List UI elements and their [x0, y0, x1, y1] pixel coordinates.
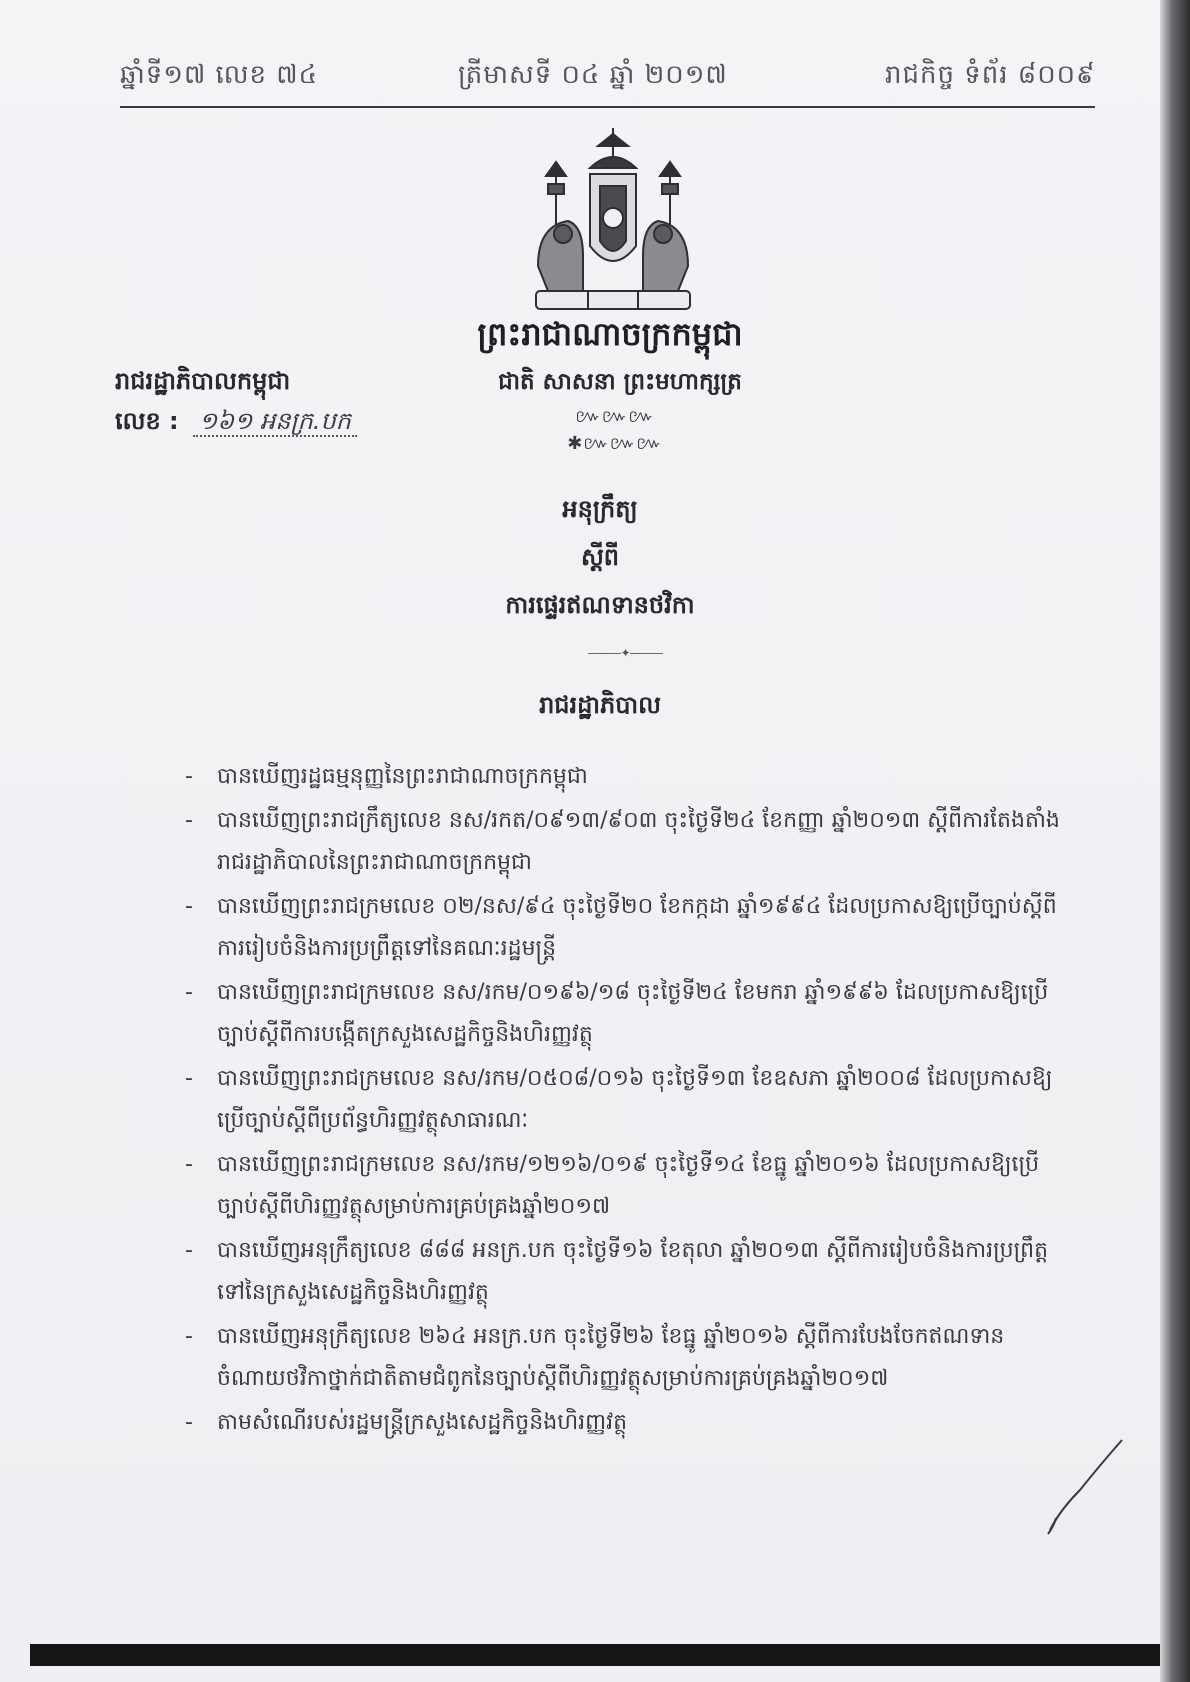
- clause-text: បានឃើញអនុក្រឹត្យលេខ ៨៨៨ អនក្រ.បក ចុះថ្ងៃទី១៦ ខែតុលា ឆ្នាំ២០១៣ ស្តីពីការរៀបចំនិងការប្រព្រឹត្តទៅនៃក្រសួងសេដ្ឋកិច្ចនិងហិរញ្ញវត្ថុ: [217, 1238, 1049, 1305]
- royal-coat-of-arms: [528, 126, 698, 316]
- clause-item: - តាមសំណើរបស់រដ្ឋមន្ត្រីក្រសួងសេដ្ឋកិច្ចនិងហិរញ្ញវត្ថុ: [185, 1410, 628, 1435]
- clause-item: - បានឃើញព្រះរាជក្រមលេខ ០២/នស/៩៤ ចុះថ្ងៃទី២០ ខែកក្កដា ឆ្នាំ១៩៩៤ ដែលប្រកាសឱ្យប្រើច្បាប់ស្តីពីការរៀបចំនិងការប្រព្រឹត្តទៅនៃគណៈរដ្ឋមន្ត្រី: [185, 894, 1057, 961]
- clause-text: បានឃើញព្រះរាជក្រមលេខ នស/រកម/០៥០៨/០១៦ ចុះថ្ងៃទី១៣ ខែឧសភា ឆ្នាំ២០០៨ ដែលប្រកាសឱ្យប្រើច្បាប់ស្តីពីប្រព័ន្ធហិរញ្ញវត្ថុសាធារណៈ: [217, 1066, 1053, 1133]
- clause-text: បានឃើញរដ្ឋធម្មនុញ្ញនៃព្រះរាជាណាចក្រកម្ពុជា: [217, 764, 588, 789]
- document-number: [115, 406, 357, 441]
- clause-text: តាមសំណើរបស់រដ្ឋមន្ត្រីក្រសួងសេដ្ឋកិច្ចនិងហិរញ្ញវត្ថុ: [217, 1410, 628, 1435]
- document-type: អនុក្រឹត្យ: [562, 495, 638, 523]
- document-number-label: លេខ :: [115, 407, 179, 435]
- clause-item: - បានឃើញរដ្ឋធម្មនុញ្ញនៃព្រះរាជាណាចក្រកម្ពុជា: [185, 764, 588, 789]
- scan-edge-shadow: [1160, 0, 1190, 1682]
- header-gazette-page: រាជកិច្ច ទំព័រ ៨០០៩: [885, 60, 1096, 90]
- document-about: ស្តីពី: [580, 543, 620, 571]
- clause-text: បានឃើញអនុក្រឹត្យលេខ ២៦៤ អនក្រ.បក ចុះថ្ងៃទី២៦ ខែធ្នូ ឆ្នាំ២០១៦ ស្តីពីការបែងចែកឥណទានចំណាយថវិកាថ្នាក់ជាតិតាមជំពូកនៃច្បាប់ស្តីពីហិរញ្ញវត្ថុសម្រាប់ការគ្រប់គ្រងឆ្នាំ២០១៧: [217, 1324, 1005, 1391]
- clause-text: បានឃើញព្រះរាជក្រឹត្យលេខ នស/រកត/០៩១៣/៩០៣ ចុះថ្ងៃទី២៤ ខែកញ្ញា ឆ្នាំ២០១៣ ស្តីពីការតែងតាំងរាជរដ្ឋាភិបាលនៃព្រះរាជាណាចក្រកម្ពុជា: [217, 808, 1060, 875]
- clause-text: បានឃើញព្រះរាជក្រមលេខ ០២/នស/៩៤ ចុះថ្ងៃទី២០ ខែកក្កដា ឆ្នាំ១៩៩៤ ដែលប្រកាសឱ្យប្រើច្បាប់ស្តីពីការរៀបចំនិងការប្រព្រឹត្តទៅនៃគណៈរដ្ឋមន្ត្រី: [217, 894, 1057, 961]
- header-year-issue: ឆ្នាំទី១៧ លេខ ៧៤: [120, 60, 319, 90]
- document-number-value: ១៦១ អនក្រ.បក: [193, 407, 357, 437]
- header-rule: [120, 106, 1095, 108]
- preamble-clauses: [185, 756, 1065, 1446]
- clause-item: - បានឃើញព្រះរាជក្រមលេខ នស/រកម/០៥០៨/០១៦ ចុះថ្ងៃទី១៣ ខែឧសភា ឆ្នាំ២០០៨ ដែលប្រកាសឱ្យប្រើច្បាប់ស្តីពីប្រព័ន្ធហិរញ្ញវត្ថុសាធារណៈ: [185, 1066, 1053, 1133]
- clause-item: - បានឃើញព្រះរាជក្រមលេខ នស/រកម/០១៩៦/១៨ ចុះថ្ងៃទី២៤ ខែមករា ឆ្នាំ១៩៩៦ ដែលប្រកាសឱ្យប្រើច្បាប់ស្តីពីការបង្កើតក្រសួងសេដ្ឋកិច្ចនិងហិរញ្ញវត្ថុ: [185, 980, 1049, 1047]
- clause-text: បានឃើញព្រះរាជក្រមលេខ នស/រកម/១២១៦/០១៩ ចុះថ្ងៃទី១៤ ខែធ្នូ ឆ្នាំ២០១៦ ដែលប្រកាសឱ្យប្រើច្បាប់ស្តីពីហិរញ្ញវត្ថុសម្រាប់ការគ្រប់គ្រងឆ្នាំ២០១៧: [217, 1152, 1040, 1219]
- pen-initial-mark: [1040, 1430, 1130, 1540]
- header-quarter: ត្រីមាសទី ០៤ ឆ្នាំ ២០១៧: [458, 60, 728, 90]
- issuing-authority: រាជរដ្ឋាភិបាល: [539, 691, 661, 719]
- clause-item: - បានឃើញអនុក្រឹត្យលេខ ៨៨៨ អនក្រ.បក ចុះថ្ងៃទី១៦ ខែតុលា ឆ្នាំ២០១៣ ស្តីពីការរៀបចំនិងការប្រព្រឹត្តទៅនៃក្រសួងសេដ្ឋកិច្ចនិងហិរញ្ញវត្ថុ: [185, 1238, 1049, 1305]
- national-motto: ជាតិ សាសនា ព្រះមហាក្សត្រ: [498, 369, 742, 395]
- issuer-label: រាជរដ្ឋាភិបាលកម្ពុជា: [115, 367, 291, 395]
- title-divider: ———✦———: [587, 646, 663, 660]
- clause-item: - បានឃើញអនុក្រឹត្យលេខ ២៦៤ អនក្រ.បក ចុះថ្ងៃទី២៦ ខែធ្នូ ឆ្នាំ២០១៦ ស្តីពីការបែងចែកឥណទានចំណាយថវិកាថ្នាក់ជាតិតាមជំពូកនៃច្បាប់ស្តីពីហិរញ្ញវត្ថុសម្រាប់ការគ្រប់គ្រងឆ្នាំ២០១៧: [185, 1324, 1005, 1391]
- ornament-divider: ៚៚៚✱៚៚៚: [567, 406, 663, 454]
- document-subject: ការផ្ទេរឥណទានថវិកា: [505, 591, 695, 619]
- kingdom-title: ព្រះរាជាណាចក្រកម្ពុជា: [477, 315, 743, 353]
- clause-item: - បានឃើញព្រះរាជក្រឹត្យលេខ នស/រកត/០៩១៣/៩០៣ ចុះថ្ងៃទី២៤ ខែកញ្ញា ឆ្នាំ២០១៣ ស្តីពីការតែងតាំងរាជរដ្ឋាភិបាលនៃព្រះរាជាណាចក្រកម្ពុជា: [185, 808, 1060, 875]
- clause-text: បានឃើញព្រះរាជក្រមលេខ នស/រកម/០១៩៦/១៨ ចុះថ្ងៃទី២៤ ខែមករា ឆ្នាំ១៩៩៦ ដែលប្រកាសឱ្យប្រើច្បាប់ស្តីពីការបង្កើតក្រសួងសេដ្ឋកិច្ចនិងហិរញ្ញវត្ថុ: [217, 980, 1049, 1047]
- scan-bottom-bar: [30, 1644, 1160, 1666]
- clause-item: - បានឃើញព្រះរាជក្រមលេខ នស/រកម/១២១៦/០១៩ ចុះថ្ងៃទី១៤ ខែធ្នូ ឆ្នាំ២០១៦ ដែលប្រកាសឱ្យប្រើច្បាប់ស្តីពីហិរញ្ញវត្ថុសម្រាប់ការគ្រប់គ្រងឆ្នាំ២០១៧: [185, 1152, 1040, 1219]
